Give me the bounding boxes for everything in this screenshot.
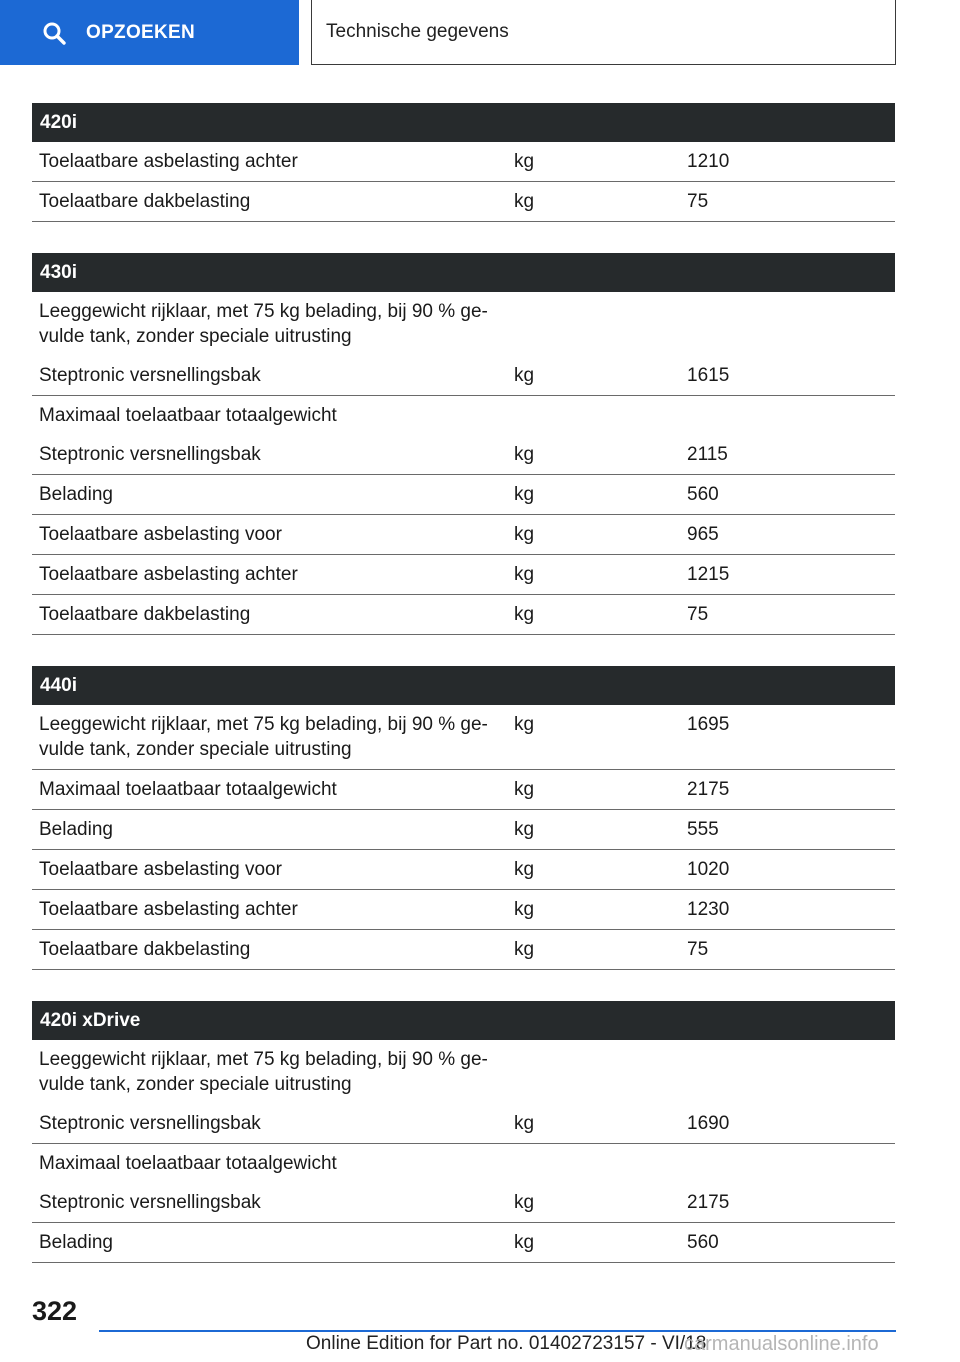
table-row	[32, 890, 895, 930]
row-unit: kg	[514, 859, 535, 880]
intro-row	[32, 292, 895, 356]
row-unit: kg	[514, 1232, 535, 1253]
row-unit: kg	[514, 191, 535, 212]
row-unit: kg	[514, 819, 535, 840]
table-row	[32, 555, 895, 595]
row-value	[679, 403, 895, 428]
search-button-label: OPZOEKEN	[86, 21, 196, 43]
row-label: Toelaatbare asbelasting voor	[39, 859, 282, 880]
row-unit: kg	[514, 365, 535, 386]
search-button[interactable]	[0, 0, 299, 65]
footer-divider	[99, 1330, 896, 1332]
table-row	[32, 1183, 895, 1223]
block-header: 440i	[32, 666, 895, 705]
row-value: 965	[687, 524, 719, 545]
row-value: 75	[687, 191, 709, 212]
row-unit: kg	[514, 151, 535, 172]
block-header: 420i xDrive	[32, 1001, 895, 1040]
row-value: 75	[687, 604, 709, 625]
table-row	[32, 356, 895, 396]
section-title	[311, 0, 896, 65]
table-row	[32, 515, 895, 555]
table-row	[32, 182, 895, 222]
section-title-text: Technische gegevens	[326, 21, 509, 42]
row-value: 1020	[687, 859, 730, 880]
row-label: Toelaatbare asbelasting voor	[39, 524, 282, 545]
row-label: Steptronic versnellingsbak	[39, 365, 261, 386]
row-label: Maximaal toelaatbaar totaalgewicht	[39, 405, 337, 426]
spec-block	[32, 253, 895, 635]
row-value: 1230	[687, 899, 730, 920]
table-row	[32, 396, 895, 435]
row-label: Toelaatbare asbelasting achter	[39, 899, 298, 920]
spec-block	[32, 1001, 895, 1263]
row-unit: kg	[514, 484, 535, 505]
magnifier-icon	[42, 21, 66, 45]
table-row	[32, 475, 895, 515]
row-value: 2115	[687, 444, 728, 465]
row-value: 2175	[687, 779, 730, 800]
page-number: 322	[32, 1296, 78, 1326]
row-value: 1690	[687, 1113, 730, 1134]
row-label: Steptronic versnellingsbak	[39, 444, 261, 465]
row-value: 555	[687, 819, 719, 840]
spec-block	[32, 103, 895, 222]
table-row	[32, 930, 895, 970]
table-row	[32, 1104, 895, 1144]
row-label: Toelaatbare asbelasting achter	[39, 151, 298, 172]
row-value: 75	[687, 939, 709, 960]
row-unit: kg	[514, 1113, 535, 1134]
row-value: 560	[687, 1232, 719, 1253]
row-unit: kg	[514, 524, 535, 545]
table-row	[32, 435, 895, 475]
row-unit: kg	[514, 604, 535, 625]
row-label: Belading	[39, 819, 113, 840]
spec-block	[32, 666, 895, 970]
row-value: 560	[687, 484, 719, 505]
row-label: Steptronic versnellingsbak	[39, 1113, 261, 1134]
row-unit: kg	[514, 564, 535, 585]
edition-text: Online Edition for Part no. 01402723157 - VI/18	[306, 1333, 707, 1354]
row-label: Steptronic versnellingsbak	[39, 1192, 261, 1213]
spec-tables	[32, 103, 895, 1294]
intro-label: Leeggewicht rijklaar, met 75 kg belading, bij 90 % ge- vulde tank, zonder speciale uitrusting	[39, 301, 488, 347]
row-value: 2175	[687, 1192, 730, 1213]
row-label: Toelaatbare dakbelasting	[39, 191, 251, 212]
row-label: Toelaatbare asbelasting achter	[39, 564, 298, 585]
block-header: 420i	[32, 103, 895, 142]
row-value	[679, 1151, 895, 1176]
table-row	[32, 705, 895, 770]
table-row	[32, 595, 895, 635]
row-label: Maximaal toelaatbaar totaalgewicht	[39, 1153, 337, 1174]
row-unit: kg	[514, 714, 535, 735]
row-unit: kg	[514, 1192, 535, 1213]
table-row	[32, 770, 895, 810]
row-label: Toelaatbare dakbelasting	[39, 939, 251, 960]
row-unit: kg	[514, 899, 535, 920]
row-label: Maximaal toelaatbaar totaalgewicht	[39, 779, 337, 800]
table-row	[32, 850, 895, 890]
intro-label: Leeggewicht rijklaar, met 75 kg belading, bij 90 % ge- vulde tank, zonder speciale uitrusting	[39, 1049, 488, 1095]
row-label: Belading	[39, 1232, 113, 1253]
table-row	[32, 1144, 895, 1183]
row-label: Leeggewicht rijklaar, met 75 kg belading, bij 90 % ge- vulde tank, zonder speciale uitrusting	[39, 714, 488, 760]
watermark: carmanualsonline.info	[684, 1333, 879, 1355]
table-row	[32, 810, 895, 850]
row-unit: kg	[514, 939, 535, 960]
row-label: Toelaatbare dakbelasting	[39, 604, 251, 625]
intro-row	[32, 1040, 895, 1104]
row-unit: kg	[514, 779, 535, 800]
table-row	[32, 1223, 895, 1263]
table-row	[32, 142, 895, 182]
row-value: 1215	[687, 564, 730, 585]
block-header: 430i	[32, 253, 895, 292]
row-value: 1210	[687, 151, 730, 172]
row-unit	[506, 1151, 679, 1176]
row-unit: kg	[514, 444, 535, 465]
row-unit	[506, 403, 679, 428]
row-value: 1695	[687, 714, 730, 735]
row-label: Belading	[39, 484, 113, 505]
row-value: 1615	[687, 365, 730, 386]
